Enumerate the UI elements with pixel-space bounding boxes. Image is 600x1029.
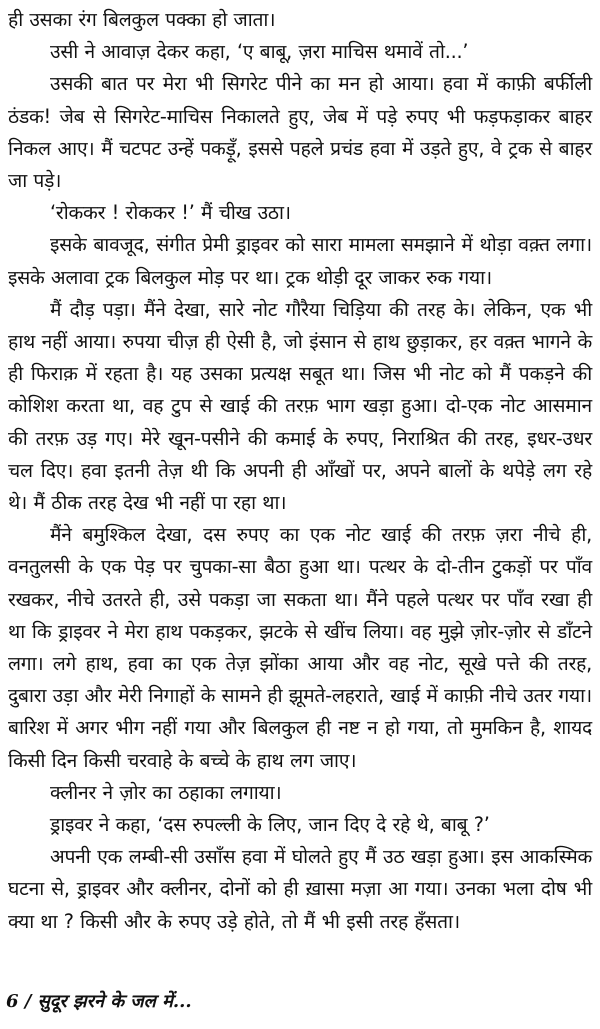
paragraph-5: इसके बावजूद, संगीत प्रेमी ड्राइवर को सारा मामला समझाने में थोड़ा वक़्त लगा। इसके अलावा ट्रक बिलकुल मोड़ पर था। ट्रक थोड़ी दूर जाकर रुक गया।: [8, 233, 592, 289]
paragraph-8: क्लीनर ने ज़ोर का ठहाका लगाया।: [50, 780, 282, 804]
paragraph-6: मैं दौड़ पड़ा। मैंने देखा, सारे नोट गौरैया चिड़िया की तरह के। लेकिन, एक भी हाथ नहीं आया। रुपया चीज़ ही ऐसी है, जो इंसान से हाथ छुड़ाकर, हर वक़्त भागने के ही फिराक़ में रहता है। यह उसका प्रत्यक्ष सबूत था। जिस भी नोट को मैं पकड़ने की कोशिश करता था, वह टुप से खाई की तरफ़ भाग खड़ा हुआ। दो-एक नोट आसमान की तरफ़ उड़ गए। मेरे खून-पसीने की कमाई के रुपए, निराश्रित की तरह, इधर-उधर चल दिए। हवा इतनी तेज़ थी कि अपनी ही आँखों पर, अपने बालों के थपेड़े लग रहे थे। मैं ठीक तरह देख भी नहीं पा रहा था।: [8, 297, 592, 515]
paragraph-10: अपनी एक लम्बी-सी उसाँस हवा में घोलते हुए मैं उठ खड़ा हुआ। इस आकस्मिक घटना से, ड्राइवर और क्लीनर, दोनों को ही ख़ासा मज़ा आ गया। उनका भला दोष भी क्या था ? किसी और के रुपए उड़े होते, तो मैं भी इसी तरह हँसता।: [8, 845, 592, 933]
paragraph-3: उसकी बात पर मेरा भी सिगरेट पीने का मन हो आया। हवा में काफ़ी बर्फीली ठंडक! जेब से सिगरेट-माचिस निकालते हुए, जेब में पड़े रुपए भी फड़फड़ाकर बाहर निकल आए। मैं चटपट उन्हें पकड़ूँ, इससे पहले प्रचंड हवा में उड़ते हुए, वे ट्रक से बाहर जा पड़े।: [8, 72, 592, 193]
document-page: [8, 4, 592, 938]
paragraph-1: ही उसका रंग बिलकुल पक्का हो जाता।: [8, 8, 276, 31]
paragraph-2: उसी ने आवाज़ देकर कहा, ‘ए बाबू, ज़रा माचिस थमावें तो...’: [50, 40, 469, 64]
paragraph-4: ‘रोककर ! रोककर !’ मैं चीख उठा।: [50, 201, 291, 225]
paragraph-9: ड्राइवर ने कहा, ‘दस रुपल्ली के लिए, जान दिए दे रहे थे, बाबू ?’: [50, 813, 490, 837]
page-footer: 6 / सुदूर झरने के जल में...: [6, 991, 192, 1012]
paragraph-7: मैंने बमुश्किल देखा, दस रुपए का एक नोट खाई की तरफ़ ज़रा नीचे ही, वनतुलसी के एक पेड़ पर चुपका-सा बैठा हुआ था। पत्थर के दो-तीन टुकड़ों पर पाँव रखकर, नीचे उतरते ही, उसे पकड़ा जा सकता था। मैंने पहले पत्थर पर पाँव रखा ही था कि ड्राइवर ने मेरा हाथ पकड़कर, झटके से खींच लिया। वह मुझे ज़ोर-ज़ोर से डाँटने लगा। लगे हाथ, हवा का एक तेज़ झोंका आया और वह नोट, सूखे पत्ते की तरह, दुबारा उड़ा और मेरी निगाहों के सामने ही झूमते-लहराते, खाई में काफ़ी नीचे उतर गया। बारिश में अगर भीग नहीं गया और बिलकुल ही नष्ट न हो गया, तो मुमकिन है, शायद किसी दिन किसी चरवाहे के बच्चे के हाथ लग जाए।: [8, 523, 593, 772]
